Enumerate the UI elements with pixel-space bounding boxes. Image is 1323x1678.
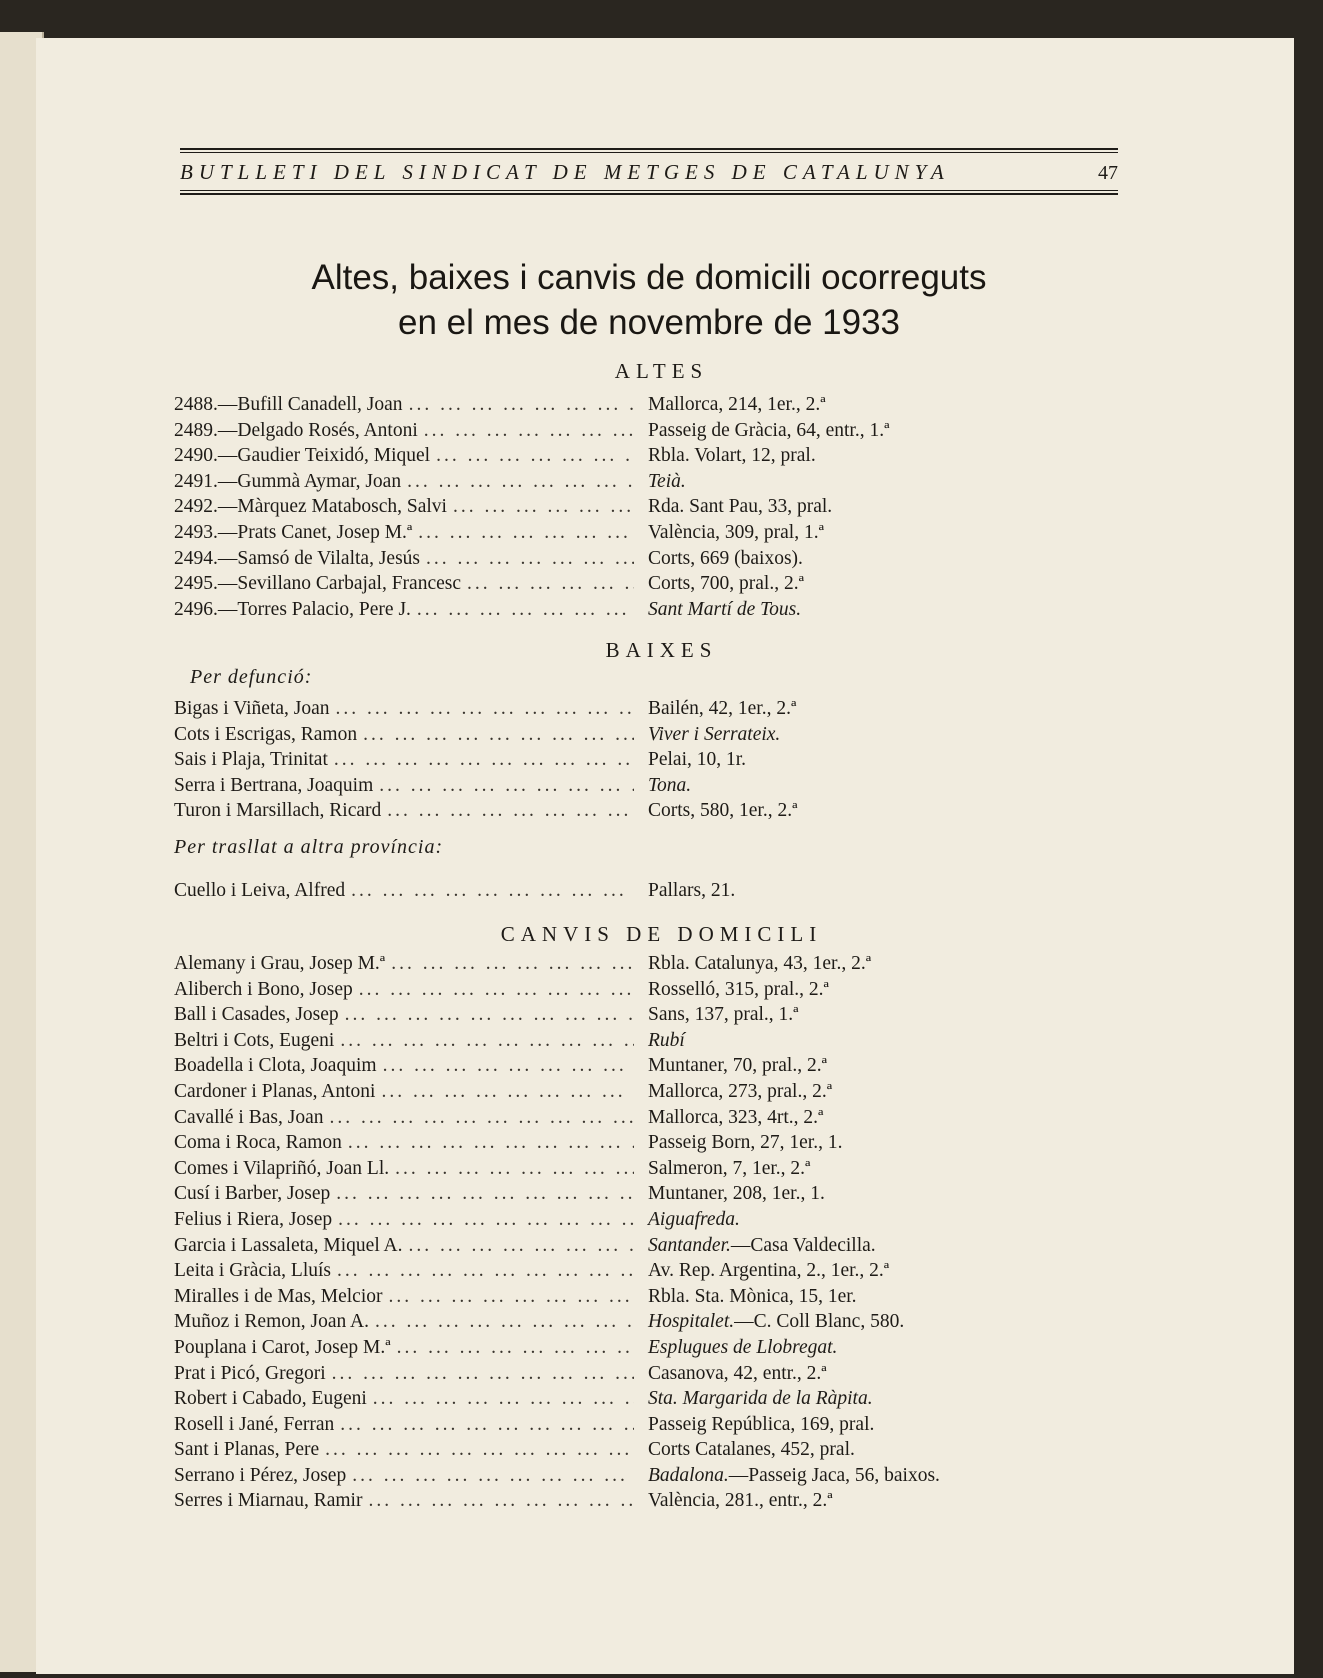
entry-name: Serra i Bertrana, Joaquim [174, 774, 374, 796]
dot-leader [329, 1107, 634, 1129]
dot-leader [359, 979, 634, 1001]
dot-leader [340, 1030, 634, 1052]
entry-address: Tona. [648, 774, 692, 796]
entry-name: 2495.—Sevillano Carbajal, Francesc [174, 573, 462, 595]
entry-address: —Passeig Jaca, 56, baixos. [728, 1464, 940, 1486]
entry-address: Rda. Sant Pau, 33, pral. [648, 496, 833, 518]
list-item [174, 1260, 1014, 1286]
list-item [174, 1337, 1014, 1363]
entry-address: Corts Catalanes, 452, pral. [648, 1439, 855, 1461]
entry-name: Bigas i Viñeta, Joan [174, 698, 330, 719]
entry-address: Mallorca, 214, 1er., 2.ª [648, 394, 826, 415]
entry-name: Robert i Cabado, Eugeni [174, 1388, 367, 1410]
dot-leader [337, 1260, 634, 1282]
entry-address: València, 281., entr., 2.ª [648, 1490, 833, 1512]
dot-leader [467, 573, 634, 595]
entry-name: Rosell i Jané, Ferran [174, 1413, 335, 1435]
entry-address: Mallorca, 323, 4rt., 2.ª [648, 1106, 824, 1128]
list-item [174, 420, 1014, 446]
entry-name: Coma i Roca, Ramon [174, 1132, 342, 1154]
entry-name: Comes i Vilapriñó, Joan Ll. [174, 1157, 390, 1179]
entry-address: Corts, 580, 1er., 2.ª [648, 800, 798, 822]
entry-address: Pallars, 21. [648, 880, 736, 901]
entry-name: 2493.—Prats Canet, Josep M.ª [174, 521, 413, 543]
dot-leader [387, 800, 634, 822]
dot-leader [352, 1465, 634, 1487]
dot-leader [379, 775, 634, 797]
entry-address: Rbla. Catalunya, 43, 1er., 2.ª [648, 953, 872, 974]
dot-leader [395, 1158, 634, 1180]
entry-name: Beltri i Cots, Eugeni [174, 1029, 335, 1051]
list-item [174, 724, 1014, 750]
list-item [174, 1235, 1014, 1261]
subheading-per-defuncio: Per defunció: [190, 666, 313, 688]
list-item [174, 1286, 1014, 1312]
header-rule-top [180, 148, 1118, 150]
list-item [174, 953, 1014, 979]
entry-name: 2491.—Gummà Aymar, Joan [174, 470, 402, 492]
dot-leader [348, 1132, 634, 1154]
entry-name: Alemany i Grau, Josep M.ª [174, 953, 386, 974]
entry-address: Corts, 669 (baixos). [648, 547, 803, 569]
entry-town: Santander. [648, 1234, 731, 1256]
dot-leader [338, 1209, 634, 1231]
entry-name: Cardoner i Planas, Antoni [174, 1080, 376, 1102]
entry-address: Teià. [648, 470, 686, 492]
page-title-line-1: Altes, baixes i canvis de domicili ocorreguts [311, 258, 987, 297]
entry-town: Hospitalet. [648, 1311, 735, 1333]
dot-leader [418, 522, 634, 544]
entry-name: 2490.—Gaudier Teixidó, Miquel [174, 445, 431, 467]
list-item [174, 1081, 1014, 1107]
entry-address: Passeig República, 169, pral. [648, 1413, 875, 1435]
entry-address: València, 309, pral, 1.ª [648, 521, 824, 543]
list-item [174, 445, 1014, 471]
list-item [174, 749, 1014, 775]
entry-name: Cuello i Leiva, Alfred [174, 880, 346, 901]
entry-name: 2488.—Bufill Canadell, Joan [174, 394, 403, 415]
dot-leader [453, 496, 634, 518]
entry-name: Ball i Casades, Josep [174, 1004, 339, 1026]
dot-leader [373, 1388, 634, 1410]
dot-leader [351, 880, 634, 902]
entry-name: Miralles i de Mas, Melcior [174, 1285, 383, 1307]
entry-address: Sta. Margarida de la Ràpita. [648, 1388, 873, 1410]
dot-leader [391, 953, 634, 975]
entry-name: Sant i Planas, Pere [174, 1439, 320, 1461]
header-rule-bottom [180, 193, 1118, 195]
entry-name: 2489.—Delgado Rosés, Antoni [174, 419, 418, 441]
dot-leader [345, 1004, 634, 1026]
baixes-defuncio-list [174, 698, 1014, 826]
list-item [174, 1414, 1014, 1440]
entry-address: —C. Coll Blanc, 580. [734, 1311, 905, 1333]
canvis-list [174, 953, 1014, 1516]
entry-name: Cavallé i Bas, Joan [174, 1106, 324, 1128]
entry-name: 2492.—Màrquez Matabosch, Salvi [174, 496, 447, 518]
dot-leader [409, 1235, 634, 1257]
dot-leader [424, 420, 634, 442]
entry-name: Felius i Riera, Josep [174, 1208, 333, 1230]
section-heading-baixes: BAIXES [605, 638, 718, 662]
entry-address: —Casa Valdecilla. [730, 1234, 876, 1256]
page-number: 47 [1098, 162, 1118, 184]
list-item [174, 548, 1014, 574]
list-item [174, 1158, 1014, 1184]
list-item [174, 471, 1014, 497]
entry-address: Sans, 137, pral., 1.ª [648, 1004, 799, 1026]
dot-leader [332, 1363, 634, 1385]
entry-name: 2496.—Torres Palacio, Pere J. [174, 598, 411, 620]
list-item [174, 496, 1014, 522]
entry-address: Aiguafreda. [648, 1208, 740, 1230]
entry-address: Av. Rep. Argentina, 2., 1er., 2.ª [648, 1260, 890, 1282]
dot-leader [368, 1490, 634, 1512]
entry-address: Corts, 700, pral., 2.ª [648, 573, 804, 595]
entry-address: Mallorca, 273, pral., 2.ª [648, 1080, 833, 1102]
list-item [174, 573, 1014, 599]
journal-title: BUTLLETI DEL SINDICAT DE METGES DE CATALUNYA [180, 160, 950, 184]
subheading-per-trasllat: Per trasllat a altra província: [174, 836, 444, 858]
entry-address: Muntaner, 208, 1er., 1. [648, 1183, 825, 1205]
dot-leader [417, 599, 634, 621]
altes-list [174, 394, 1014, 624]
list-item [174, 394, 1014, 420]
list-item [174, 1107, 1014, 1133]
dot-leader [436, 445, 634, 467]
list-item [174, 1388, 1014, 1414]
entry-address: Passeig Born, 27, 1er., 1. [648, 1132, 843, 1154]
dot-leader [426, 548, 634, 570]
list-item [174, 979, 1014, 1005]
list-item [174, 1030, 1014, 1056]
list-item [174, 1183, 1014, 1209]
dot-leader [334, 749, 634, 771]
list-item [174, 1465, 1014, 1491]
dot-leader [336, 1183, 634, 1205]
entry-name: Sais i Plaja, Trinitat [174, 749, 328, 771]
entry-name: 2494.—Samsó de Vilalta, Jesús [174, 547, 420, 569]
entry-address: Esplugues de Llobregat. [648, 1336, 838, 1358]
list-item [174, 599, 1014, 625]
entry-address: Sant Martí de Tous. [648, 598, 802, 620]
entry-name: Cusí i Barber, Josep [174, 1183, 331, 1205]
dot-leader [383, 1055, 634, 1077]
section-heading-canvis: CANVIS DE DOMICILI [500, 922, 823, 946]
entry-name: Serres i Miarnau, Ramir [174, 1490, 363, 1512]
list-item [174, 1132, 1014, 1158]
dot-leader [375, 1311, 634, 1333]
page-title-line-2: en el mes de novembre de 1933 [398, 303, 900, 342]
dot-leader [325, 1439, 634, 1461]
entry-name: Aliberch i Bono, Josep [174, 978, 353, 1000]
list-item [174, 800, 1014, 826]
entry-address: Bailén, 42, 1er., 2.ª [648, 698, 797, 719]
list-item [174, 698, 1014, 724]
list-item [174, 522, 1014, 548]
header-rule-bottom-thin [180, 190, 1118, 191]
entry-name: Cots i Escrigas, Ramon [174, 723, 358, 745]
header-rule-top-thin [180, 152, 1118, 153]
dot-leader [340, 1414, 634, 1436]
dot-leader [381, 1081, 634, 1103]
list-item [174, 1311, 1014, 1337]
entry-name: Boadella i Clota, Joaquim [174, 1055, 377, 1077]
entry-name: Turon i Marsillach, Ricard [174, 800, 382, 822]
list-item [174, 880, 1014, 906]
entry-name: Serrano i Pérez, Josep [174, 1464, 347, 1486]
running-header [180, 146, 1118, 197]
dot-leader [407, 471, 634, 493]
list-item [174, 1004, 1014, 1030]
dot-leader [409, 394, 634, 416]
dot-leader [336, 698, 634, 720]
entry-address: Pelai, 10, 1r. [648, 749, 747, 771]
dot-leader [397, 1337, 634, 1359]
entry-name: Leita i Gràcia, Lluís [174, 1260, 332, 1282]
baixes-trasllat-list [174, 880, 1014, 906]
section-heading-altes: ALTES [614, 359, 709, 383]
list-item [174, 1490, 1014, 1516]
list-item [174, 1439, 1014, 1465]
entry-name: Prat i Picó, Gregori [174, 1362, 326, 1384]
entry-address: Muntaner, 70, pral., 2.ª [648, 1055, 827, 1077]
entry-address: Casanova, 42, entr., 2.ª [648, 1362, 827, 1384]
entry-address: Salmeron, 7, 1er., 2.ª [648, 1157, 811, 1179]
list-item [174, 775, 1014, 801]
entry-address: Viver i Serrateix. [648, 723, 781, 745]
entry-name: Garcia i Lassaleta, Miquel A. [174, 1234, 403, 1256]
entry-name: Muñoz i Remon, Joan A. [174, 1311, 369, 1333]
dot-leader [363, 724, 634, 746]
entry-address: Rosselló, 315, pral., 2.ª [648, 978, 829, 1000]
dot-leader [389, 1286, 635, 1308]
list-item [174, 1363, 1014, 1389]
list-item [174, 1209, 1014, 1235]
entry-town: Badalona. [648, 1464, 729, 1486]
entry-address: Rbla. Volart, 12, pral. [648, 445, 816, 467]
entry-address: Passeig de Gràcia, 64, entr., 1.ª [648, 419, 890, 441]
entry-address: Rbla. Sta. Mònica, 15, 1er. [648, 1285, 857, 1307]
entry-address: Rubí [648, 1029, 685, 1051]
list-item [174, 1055, 1014, 1081]
entry-name: Pouplana i Carot, Josep M.ª [174, 1336, 391, 1358]
